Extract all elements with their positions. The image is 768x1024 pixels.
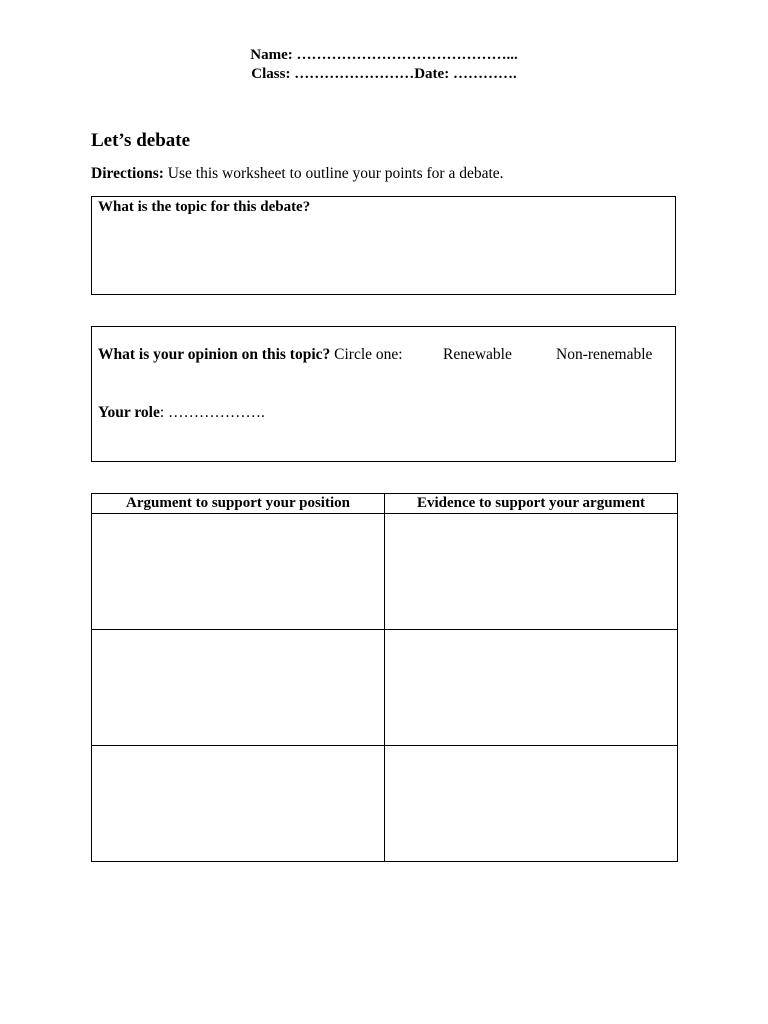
directions-label: Directions: (91, 165, 164, 182)
opinion-question (98, 346, 403, 364)
argument-column-header: Argument to support your position (92, 494, 385, 514)
table-header-row (92, 494, 678, 514)
evidence-cell[interactable] (385, 514, 678, 630)
evidence-cell[interactable] (385, 746, 678, 862)
class-date-field-line: Class: ……………………Date: …………. (251, 66, 517, 82)
directions (91, 165, 504, 183)
opinion-instruction: Circle one: (330, 346, 403, 363)
role-line[interactable] (98, 404, 265, 422)
argument-cell[interactable] (92, 630, 385, 746)
topic-question: What is the topic for this debate? (98, 199, 311, 215)
option-renewable[interactable]: Renewable (443, 346, 512, 363)
directions-text: Use this worksheet to outline your points for a debate. (163, 165, 504, 182)
topic-box[interactable] (91, 196, 676, 295)
argument-cell[interactable] (92, 514, 385, 630)
name-field-line: Name: ……………………………………... (250, 47, 518, 63)
evidence-cell[interactable] (385, 630, 678, 746)
page-title: Let’s debate (91, 130, 191, 151)
table-row (92, 630, 678, 746)
argument-cell[interactable] (92, 746, 385, 862)
role-blank: : ………………. (159, 404, 265, 421)
option-non-renewable[interactable]: Non-renemable (556, 346, 653, 363)
opinion-question-label: What is your opinion on this topic? (98, 346, 331, 363)
argument-evidence-table (91, 493, 678, 862)
table-row (92, 746, 678, 862)
table-row (92, 514, 678, 630)
evidence-column-header: Evidence to support your argument (385, 494, 678, 514)
role-label: Your role (98, 404, 160, 421)
opinion-box (91, 326, 676, 462)
